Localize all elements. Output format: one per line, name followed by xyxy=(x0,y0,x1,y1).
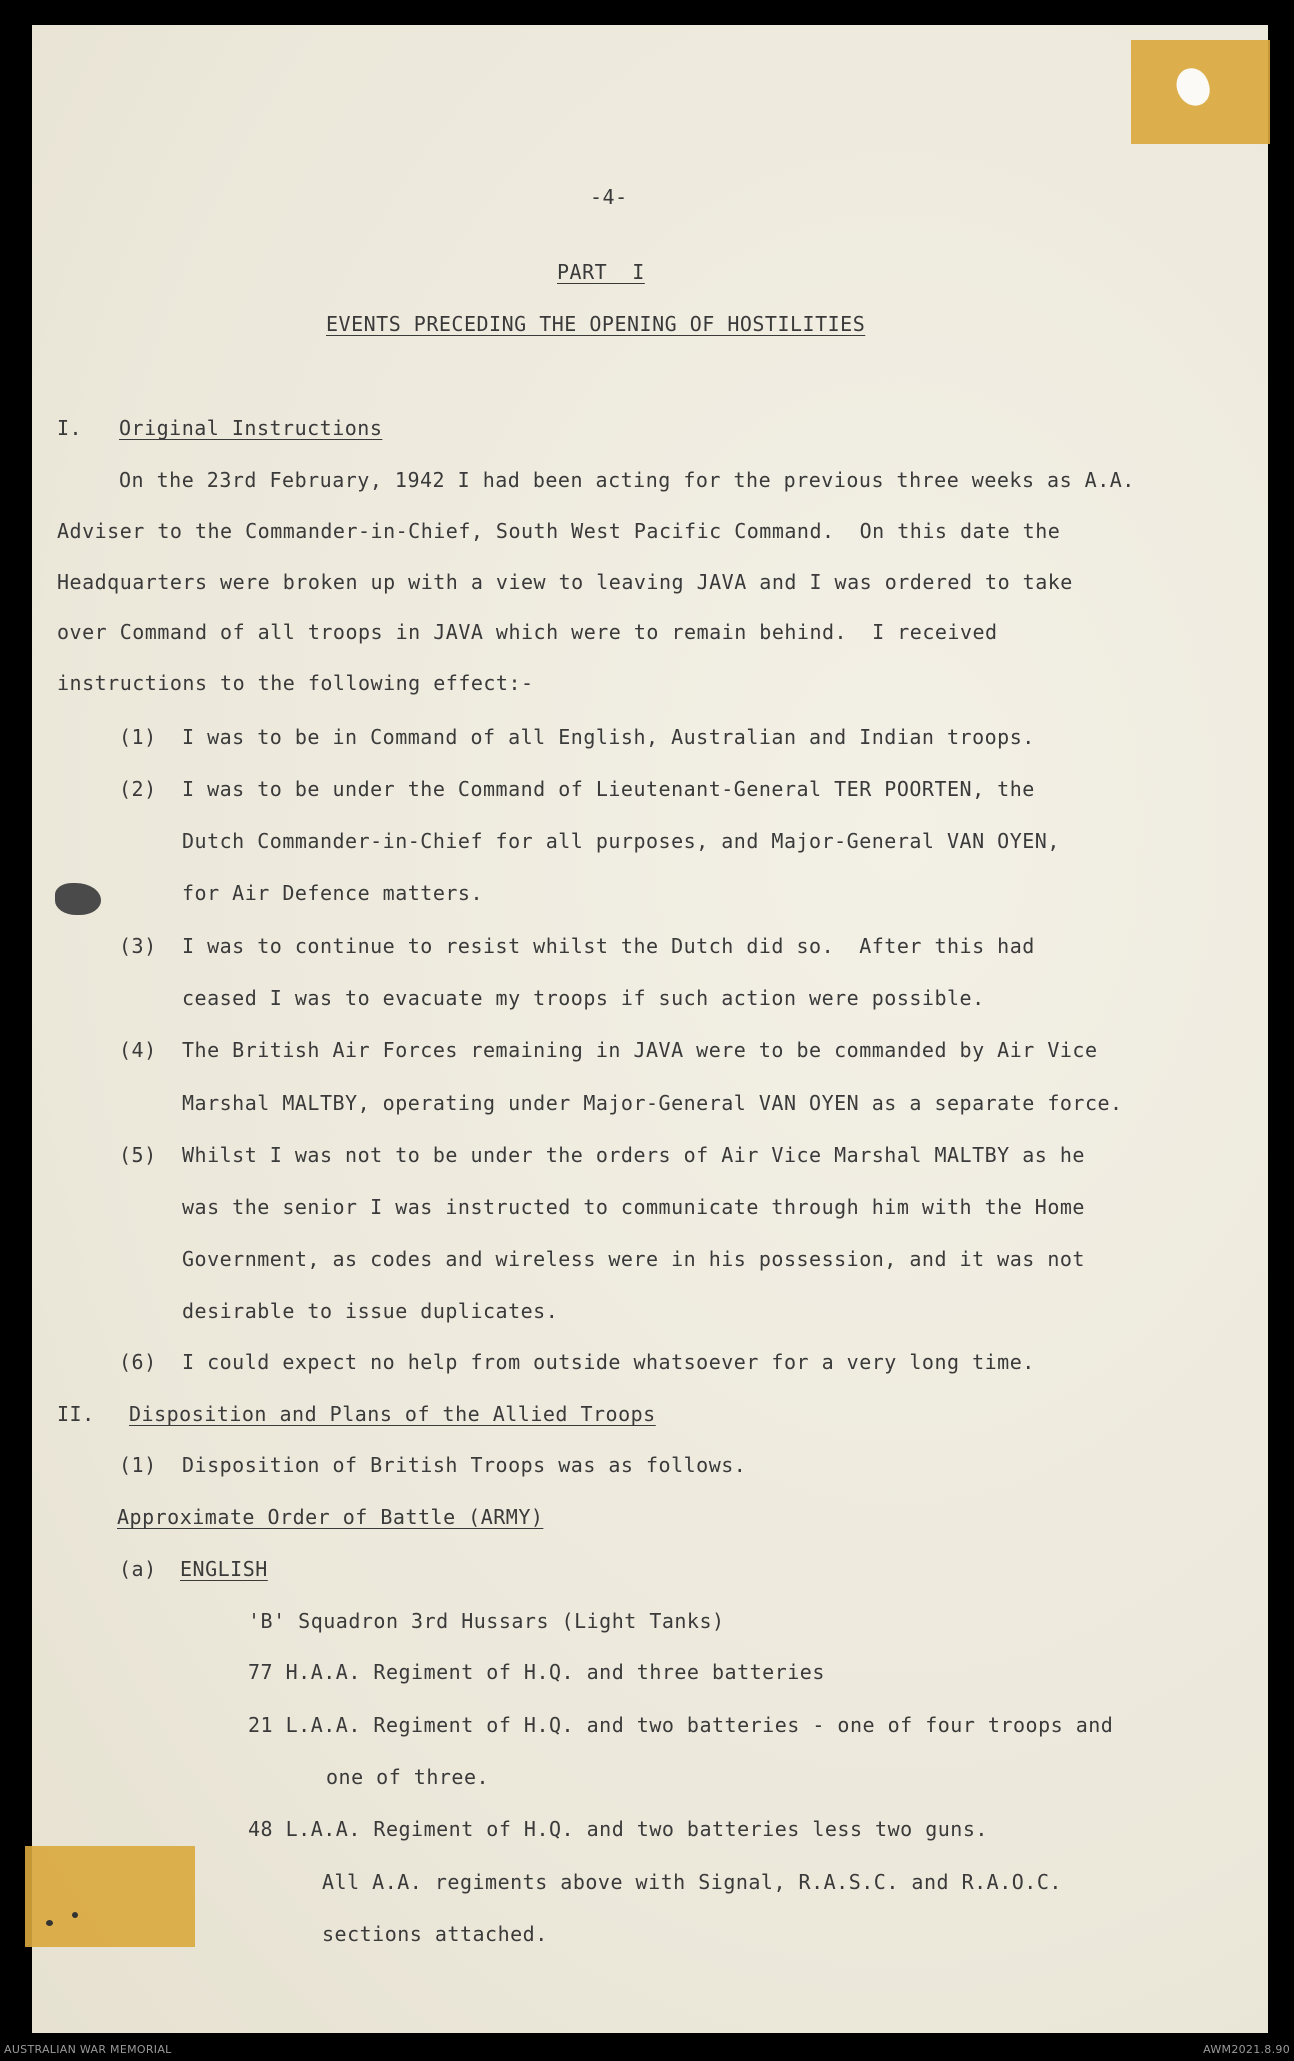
part-title: PART I xyxy=(557,260,645,284)
list-item-text: I was to be under the Command of Lieutenant-General TER POORTEN, the xyxy=(182,777,1035,801)
list-item-text: Disposition of British Troops was as follows. xyxy=(182,1453,747,1477)
list-item-text: I was to continue to resist whilst the Dutch did so. After this had xyxy=(182,934,1035,958)
list-item-text: Whilst I was not to be under the orders of Air Vice Marshal MALTBY as he xyxy=(182,1143,1085,1167)
paragraph-line: instructions to the following effect:- xyxy=(57,671,534,695)
adhesive-tape-bottom xyxy=(25,1846,195,1947)
list-item-text: I was to be in Command of all English, Australian and Indian troops. xyxy=(182,725,1035,749)
section-heading: Original Instructions xyxy=(119,416,383,440)
section-heading: Disposition and Plans of the Allied Troops xyxy=(129,1402,656,1426)
list-item-text: Marshal MALTBY, operating under Major-General VAN OYEN as a separate force. xyxy=(182,1091,1123,1115)
list-item-number: (3) xyxy=(119,934,157,958)
unit-line: 48 L.A.A. Regiment of H.Q. and two batteries less two guns. xyxy=(248,1817,988,1841)
paragraph-line: Headquarters were broken up with a view to leaving JAVA and I was ordered to take xyxy=(57,570,1073,594)
list-item-text: Government, as codes and wireless were in his possession, and it was not xyxy=(182,1247,1085,1271)
order-of-battle-heading: Approximate Order of Battle (ARMY) xyxy=(117,1505,544,1529)
page-damage xyxy=(55,883,101,915)
paragraph-line: Adviser to the Commander-in-Chief, South West Pacific Command. On this date the xyxy=(57,519,1061,543)
list-item-text: Dutch Commander-in-Chief for all purposes, and Major-General VAN OYEN, xyxy=(182,829,1060,853)
unit-line: sections attached. xyxy=(322,1922,548,1946)
paragraph-line: On the 23rd February, 1942 I had been acting for the previous three weeks as A.A. xyxy=(119,468,1135,492)
unit-line: 21 L.A.A. Regiment of H.Q. and two batteries - one of four troops and xyxy=(248,1713,1114,1737)
list-item-number: (1) xyxy=(119,725,157,749)
list-item-number: (4) xyxy=(119,1038,157,1062)
unit-line: one of three. xyxy=(326,1765,490,1789)
list-item-text: was the senior I was instructed to communicate through him with the Home xyxy=(182,1195,1085,1219)
list-item-text: for Air Defence matters. xyxy=(182,881,483,905)
footer-reference-code: AWM2021.8.90 xyxy=(1203,2043,1290,2056)
unit-line: All A.A. regiments above with Signal, R.A.S.C. and R.A.O.C. xyxy=(322,1870,1062,1894)
list-item-number: (1) xyxy=(119,1453,157,1477)
sub-item-letter: (a) xyxy=(119,1557,157,1581)
footer-archive-name: AUSTRALIAN WAR MEMORIAL xyxy=(4,2043,172,2056)
ink-mark xyxy=(72,1912,78,1918)
sub-item-heading: ENGLISH xyxy=(180,1557,268,1581)
list-item-text: ceased I was to evacuate my troops if such action were possible. xyxy=(182,986,985,1010)
ink-mark xyxy=(46,1920,53,1926)
page-number: -4- xyxy=(590,185,628,209)
list-item-number: (2) xyxy=(119,777,157,801)
paragraph-line: over Command of all troops in JAVA which were to remain behind. I received xyxy=(57,620,998,644)
list-item-number: (6) xyxy=(119,1350,157,1374)
unit-line: 77 H.A.A. Regiment of H.Q. and three batteries xyxy=(248,1660,825,1684)
list-item-text: The British Air Forces remaining in JAVA were to be commanded by Air Vice xyxy=(182,1038,1098,1062)
list-item-number: (5) xyxy=(119,1143,157,1167)
list-item-text: I could expect no help from outside whatsoever for a very long time. xyxy=(182,1350,1035,1374)
section-numeral: I. xyxy=(57,416,83,440)
section-numeral: II. xyxy=(57,1402,95,1426)
unit-line: 'B' Squadron 3rd Hussars (Light Tanks) xyxy=(248,1609,725,1633)
part-subtitle: EVENTS PRECEDING THE OPENING OF HOSTILITIES xyxy=(326,312,866,336)
list-item-text: desirable to issue duplicates. xyxy=(182,1299,559,1323)
